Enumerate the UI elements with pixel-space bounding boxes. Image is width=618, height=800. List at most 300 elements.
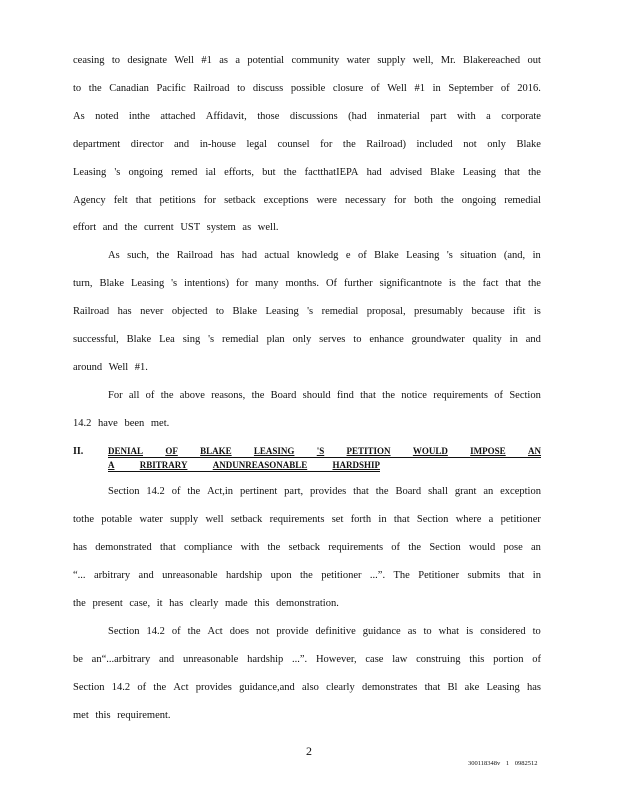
word: but <box>262 167 276 178</box>
word: Leasing <box>130 278 165 289</box>
word: Petitioner <box>418 570 460 581</box>
section-number: II. <box>73 446 84 457</box>
word: had <box>241 250 257 261</box>
word: to <box>423 626 432 637</box>
word: remed <box>171 167 198 178</box>
word: notice <box>401 390 427 401</box>
word: Board <box>270 390 297 401</box>
word: ceasing <box>73 55 105 66</box>
word: that <box>160 542 176 553</box>
body-line <box>73 334 541 345</box>
word: provides <box>310 486 347 497</box>
word: provide <box>276 626 309 637</box>
word: significantnote <box>379 278 442 289</box>
word: Leasing <box>265 306 299 317</box>
word: of <box>137 682 147 693</box>
word: never <box>140 306 164 317</box>
word: Well <box>174 55 194 66</box>
word: necessary <box>345 195 386 206</box>
word: of <box>145 390 155 401</box>
word: in <box>509 334 518 345</box>
word: the <box>187 626 201 637</box>
word: has <box>117 306 132 317</box>
word: this <box>469 654 485 665</box>
word: turn, <box>73 278 93 289</box>
word: that <box>360 390 376 401</box>
word: hardship <box>225 570 263 581</box>
word: water <box>139 514 163 525</box>
word: Leasing <box>73 167 107 178</box>
word: Well <box>387 83 407 94</box>
heading-rule <box>108 457 541 458</box>
word: reasons, <box>211 390 246 401</box>
word: noted <box>95 111 119 122</box>
word: a <box>488 514 494 525</box>
word: for <box>203 195 217 206</box>
word: to <box>532 626 541 637</box>
word: (and, <box>503 250 526 261</box>
word: and <box>159 654 175 665</box>
word: that <box>393 514 410 525</box>
word: both <box>414 195 433 206</box>
word: (had <box>348 111 367 122</box>
word: a <box>235 55 240 66</box>
body-line <box>73 167 541 178</box>
word: presumably <box>414 306 464 317</box>
word: pose <box>503 542 523 553</box>
word: Act <box>207 626 223 637</box>
body-line <box>73 195 541 206</box>
word: an <box>530 542 541 553</box>
word: for <box>235 278 249 289</box>
body-line <box>108 626 541 637</box>
body-line <box>73 111 541 122</box>
word: However, <box>315 654 357 665</box>
word: actual <box>264 250 290 261</box>
heading-rule <box>108 471 380 472</box>
word: has <box>526 682 541 693</box>
body-line: met this requirement. <box>73 710 171 721</box>
word: the <box>299 570 313 581</box>
body-line <box>73 55 541 66</box>
word: the <box>251 390 265 401</box>
word: in <box>378 514 387 525</box>
word: potential <box>247 55 285 66</box>
word: set <box>331 514 344 525</box>
word: hardship <box>247 654 284 665</box>
word: advised <box>389 167 423 178</box>
word: enhance <box>369 334 404 345</box>
word: law <box>392 654 408 665</box>
word: requirements <box>433 390 489 401</box>
word: and <box>138 570 154 581</box>
word: knowledg <box>296 250 339 261</box>
word: what <box>438 626 460 637</box>
word: many <box>255 278 279 289</box>
word: were <box>316 195 337 206</box>
word: intentions) <box>184 278 230 289</box>
word: Section <box>416 514 449 525</box>
body-line <box>73 83 541 94</box>
body-line <box>73 306 541 317</box>
word: “... <box>73 570 86 581</box>
word: unreasonable <box>162 570 218 581</box>
word: the <box>440 195 454 206</box>
word: out <box>527 55 541 66</box>
word: community <box>291 55 340 66</box>
word: demonstrates <box>361 682 418 693</box>
word: arbitrary <box>93 570 131 581</box>
word: and <box>174 139 190 150</box>
word: well, <box>412 55 434 66</box>
word: Section <box>108 626 140 637</box>
body-line <box>73 654 541 665</box>
word: ifit <box>513 306 526 317</box>
word: remedial <box>221 334 259 345</box>
word: Railroad <box>73 306 110 317</box>
body-line <box>73 542 541 553</box>
word: had <box>366 167 382 178</box>
word: the <box>375 486 389 497</box>
body-line <box>108 486 541 497</box>
word: pertinent <box>239 486 278 497</box>
word: 'S <box>316 446 325 456</box>
word: 14.2 <box>146 626 165 637</box>
word: to <box>353 334 362 345</box>
word: the <box>153 682 167 693</box>
word: such, <box>127 250 149 261</box>
word: requirements <box>269 514 325 525</box>
word: the <box>382 390 395 401</box>
word: to <box>111 55 121 66</box>
word: of <box>391 542 401 553</box>
word: closure <box>332 83 364 94</box>
word: ...”. <box>369 570 386 581</box>
word: part, <box>284 486 304 497</box>
word: that <box>508 570 525 581</box>
word: an“...arbitrary <box>91 654 151 665</box>
word: the <box>283 167 297 178</box>
word: remedial <box>321 306 359 317</box>
word: Blake <box>374 250 399 261</box>
word: the <box>528 167 541 178</box>
word: of <box>500 83 510 94</box>
word: and <box>525 334 541 345</box>
word: tothe <box>73 514 94 525</box>
word: is <box>448 278 456 289</box>
word: above <box>179 390 205 401</box>
word: of <box>532 654 541 665</box>
word: construing <box>416 654 461 665</box>
word: compliance <box>183 542 233 553</box>
body-line <box>108 250 541 261</box>
body-line: the present case, it has clearly made this demonstration. <box>73 598 339 609</box>
word: discuss <box>252 83 284 94</box>
word: Affidavit, <box>205 111 247 122</box>
word: As <box>108 250 120 261</box>
word: the <box>156 250 170 261</box>
word: of <box>171 626 181 637</box>
word: find <box>336 390 354 401</box>
body-line: 14.2 have been met. <box>73 418 170 429</box>
word: legal <box>246 139 267 150</box>
word: guidance <box>362 626 401 637</box>
word: the <box>88 83 102 94</box>
word: felt <box>113 195 128 206</box>
word: inthe <box>128 111 150 122</box>
word: 2016. <box>517 83 541 94</box>
word: ...”. <box>292 654 308 665</box>
word: exceptions <box>263 195 309 206</box>
word: Mr. <box>440 55 456 66</box>
word: be <box>73 654 83 665</box>
word: Canadian <box>109 83 149 94</box>
word: months. <box>285 278 319 289</box>
body-line <box>73 682 541 693</box>
word: also <box>302 682 319 693</box>
word: only <box>487 139 506 150</box>
body-line: effort and the current UST system as well. <box>73 222 279 233</box>
word: Pacific <box>156 83 186 94</box>
word: demonstrated <box>95 542 152 553</box>
word: to <box>215 306 225 317</box>
word: part <box>430 111 447 122</box>
word: Section <box>429 542 461 553</box>
word: only <box>292 334 312 345</box>
word: efforts, <box>224 167 254 178</box>
word: AN <box>527 446 541 456</box>
word: for <box>320 139 333 150</box>
word: requirements <box>328 542 384 553</box>
word: of <box>494 390 504 401</box>
word: further <box>344 278 373 289</box>
word: of <box>357 250 367 261</box>
word: fact <box>482 278 499 289</box>
word: designate <box>127 55 168 66</box>
word: ongoing <box>461 195 497 206</box>
word: well <box>205 514 224 525</box>
word: discussions <box>289 111 338 122</box>
word: as <box>407 626 417 637</box>
word: a <box>486 111 491 122</box>
word: supply <box>170 514 199 525</box>
word: Blake <box>232 306 257 317</box>
body-line <box>73 139 541 150</box>
word: that <box>424 682 441 693</box>
word: Railroad <box>176 250 213 261</box>
word: setback <box>224 195 256 206</box>
section-heading-line-2 <box>108 460 380 470</box>
word: because <box>471 306 505 317</box>
word: Blake <box>430 167 455 178</box>
word: ongoing <box>128 167 163 178</box>
word: that <box>353 486 369 497</box>
word: factthatIEPA <box>304 167 359 178</box>
word: the <box>408 542 422 553</box>
word: possible <box>290 83 326 94</box>
word: 's <box>171 278 178 289</box>
word: ake <box>464 682 480 693</box>
word: of <box>370 83 380 94</box>
word: petitioner <box>321 570 362 581</box>
word: portion <box>493 654 524 665</box>
word: included <box>416 139 453 150</box>
word: remedial <box>504 195 541 206</box>
word: not <box>255 626 270 637</box>
word: clearly <box>326 682 355 693</box>
body-line <box>108 390 541 401</box>
word: supply <box>377 55 406 66</box>
word: Act,in <box>207 486 234 497</box>
word: Blake <box>99 278 124 289</box>
word: in <box>532 570 541 581</box>
word: potable <box>101 514 133 525</box>
word: is <box>466 626 474 637</box>
word: attached <box>160 111 196 122</box>
word: that <box>505 278 522 289</box>
word: 's <box>208 334 215 345</box>
word: petitioner <box>500 514 541 525</box>
word: successful, <box>73 334 119 345</box>
word: A <box>108 460 115 470</box>
word: has <box>220 250 235 261</box>
word: setback <box>230 514 263 525</box>
word: WOULD <box>412 446 448 456</box>
word: Blake <box>126 334 152 345</box>
word: the <box>187 486 201 497</box>
word: not <box>463 139 477 150</box>
word: does <box>229 626 249 637</box>
word: inmaterial <box>377 111 420 122</box>
word: Leasing <box>486 682 520 693</box>
word: DENIAL <box>108 446 144 456</box>
word: IMPOSE <box>470 446 506 456</box>
word: the <box>160 390 174 401</box>
word: 14.2 <box>146 486 165 497</box>
word: considered <box>480 626 526 637</box>
word: shall <box>428 486 448 497</box>
word: Agency <box>73 195 106 206</box>
word: The <box>393 570 410 581</box>
word: serves <box>319 334 346 345</box>
section-heading-line-1 <box>108 446 541 456</box>
word: plan <box>266 334 285 345</box>
word: as <box>219 55 228 66</box>
word: of <box>171 486 181 497</box>
word: Railroad <box>193 83 230 94</box>
word: with <box>457 111 476 122</box>
page-number: 2 <box>306 744 312 758</box>
body-line <box>73 278 541 289</box>
word: Blake <box>516 139 541 150</box>
word: corporate <box>501 111 541 122</box>
word: Board <box>395 486 422 497</box>
word: to <box>73 83 82 94</box>
word: ANDUNREASONABLE <box>212 460 308 470</box>
word: ial <box>205 167 216 178</box>
word: Railroad) <box>366 139 406 150</box>
word: submits <box>467 570 501 581</box>
word: Of <box>325 278 338 289</box>
body-line <box>73 514 541 525</box>
word: groundwater <box>411 334 465 345</box>
word: For <box>108 390 123 401</box>
word: LEASING <box>253 446 295 456</box>
word: setback <box>288 542 321 553</box>
word: unreasonable <box>182 654 239 665</box>
document-id: 300118348v 1 0982512 <box>468 760 538 767</box>
word: objected <box>171 306 208 317</box>
word: grant <box>454 486 477 497</box>
word: Blakereached <box>463 55 521 66</box>
word: with <box>240 542 260 553</box>
word: PETITION <box>346 446 391 456</box>
word: in <box>432 83 441 94</box>
word: that <box>504 167 520 178</box>
word: department <box>73 139 121 150</box>
word: water <box>346 55 370 66</box>
word: petitions <box>159 195 196 206</box>
word: 's <box>307 306 314 317</box>
word: situation <box>460 250 497 261</box>
word: in <box>532 250 541 261</box>
word: provides <box>195 682 232 693</box>
word: HARDSHIP <box>332 460 380 470</box>
word: the <box>528 278 541 289</box>
word: #1 <box>201 55 212 66</box>
body-line: around Well #1. <box>73 362 148 373</box>
word: all <box>128 390 140 401</box>
word: e <box>345 250 351 261</box>
word: Act <box>173 682 189 693</box>
word: the <box>342 139 356 150</box>
word: Bl <box>447 682 458 693</box>
word: is <box>533 306 541 317</box>
word: that <box>135 195 152 206</box>
word: an <box>483 486 494 497</box>
word: September <box>448 83 494 94</box>
word: director <box>130 139 164 150</box>
word: guidance,and <box>239 682 295 693</box>
word: As <box>73 111 85 122</box>
word: forth <box>350 514 372 525</box>
word: #1 <box>414 83 425 94</box>
word: case <box>365 654 384 665</box>
word: 's <box>114 167 121 178</box>
word: Section <box>509 390 541 401</box>
word: 14.2 <box>111 682 131 693</box>
word: the <box>462 278 476 289</box>
word: proposal, <box>366 306 406 317</box>
word: BLAKE <box>200 446 232 456</box>
word: to <box>237 83 246 94</box>
word: should <box>302 390 331 401</box>
word: counsel <box>277 139 310 150</box>
word: Leasing <box>406 250 440 261</box>
word: those <box>257 111 280 122</box>
word: definitive <box>315 626 356 637</box>
word: Section <box>73 682 105 693</box>
body-line <box>73 570 541 581</box>
word: has <box>73 542 87 553</box>
word: the <box>267 542 281 553</box>
word: quality <box>472 334 502 345</box>
word: for <box>393 195 407 206</box>
word: RBITRARY <box>139 460 188 470</box>
word: where <box>455 514 482 525</box>
word: sing <box>182 334 201 345</box>
word: upon <box>270 570 292 581</box>
